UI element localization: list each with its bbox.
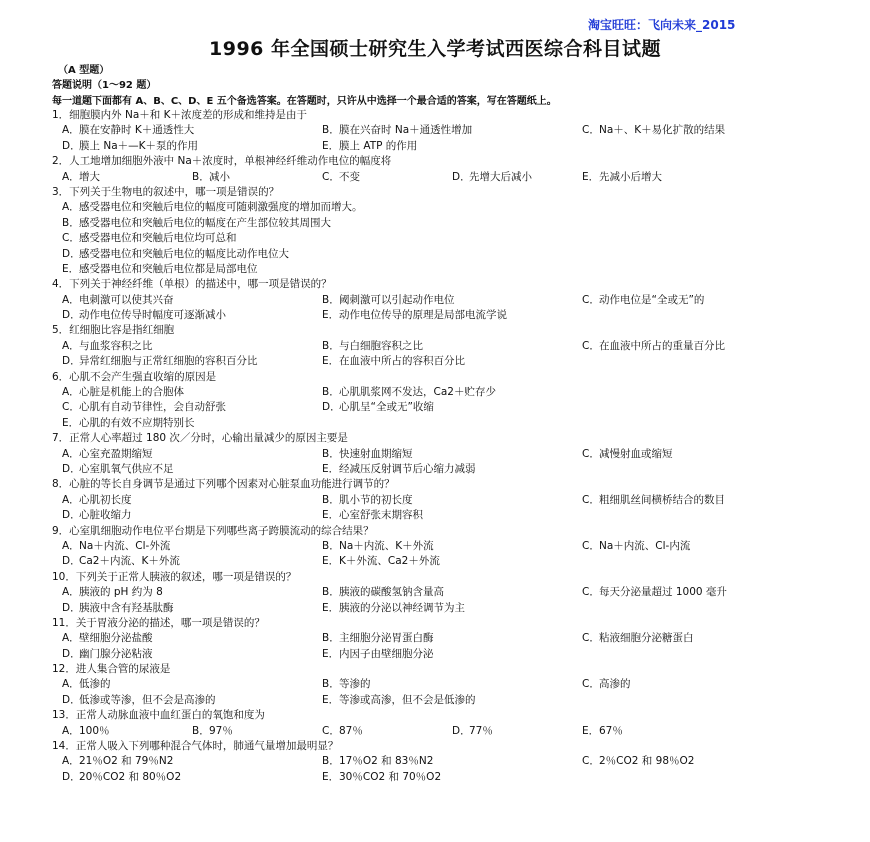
option-row <box>52 770 852 785</box>
answer-option <box>322 293 455 308</box>
option-letter: E． <box>322 462 340 475</box>
answer-option <box>62 462 174 477</box>
option-text: 77％ <box>469 724 493 737</box>
option-text: 电刺激可以使其兴奋 <box>79 293 174 306</box>
answer-option <box>322 631 434 646</box>
answer-option <box>322 339 423 354</box>
question-stem: 1．细胞膜内外 Na＋和 K＋浓度差的形成和维持是由于 <box>52 109 308 121</box>
option-text: 心脏收缩力 <box>79 509 132 522</box>
answer-option <box>582 293 704 308</box>
answer-option <box>322 585 444 600</box>
answer-option <box>62 400 226 415</box>
answer-option <box>322 693 476 708</box>
answer-option <box>322 754 433 769</box>
answer-option <box>62 293 174 308</box>
option-text: 膜上 ATP 的作用 <box>339 139 418 152</box>
answer-option <box>322 647 434 662</box>
option-letter: C． <box>582 124 600 137</box>
option-letter: A． <box>62 724 80 737</box>
option-text: 心室充盈期缩短 <box>79 447 153 460</box>
option-text: 心室舒张末期容积 <box>339 509 423 522</box>
option-row <box>52 416 852 431</box>
option-letter: E． <box>322 770 340 783</box>
option-text: 20％CO2 和 80％O2 <box>79 770 182 783</box>
option-letter: C． <box>322 170 340 183</box>
option-letter: A． <box>62 678 80 691</box>
answer-option <box>582 754 694 769</box>
option-text: 感受器电位和突触后电位的幅度可随刺激强度的增加而增大。 <box>79 201 363 214</box>
question-stem: 12．进人集合管的尿液是 <box>52 663 171 676</box>
option-text: 心肌有自动节律性，会自动舒张 <box>79 401 226 414</box>
option-text: 感受器电位和突触后电位均可总和 <box>79 232 237 245</box>
option-letter: D． <box>62 247 81 260</box>
option-letter: C． <box>582 755 600 768</box>
option-text: 心脏是机能上的合胞体 <box>79 386 184 399</box>
option-text: 心肌初长度 <box>79 493 132 506</box>
option-letter: B． <box>322 539 340 552</box>
option-text: 膜在兴奋时 Na＋通透性增加 <box>339 124 473 137</box>
option-text: 心肌的有效不应期特别长 <box>79 416 195 429</box>
option-text: 低渗或等渗，但不会是高渗的 <box>79 693 216 706</box>
option-letter: C． <box>62 232 80 245</box>
option-row <box>52 493 852 508</box>
answer-option <box>322 770 441 785</box>
option-text: 等渗的 <box>339 678 371 691</box>
option-text: 胰液中含有羟基肽酶 <box>79 601 174 614</box>
option-text: 高渗的 <box>599 678 631 691</box>
option-text: 粗细肌丝间横桥结合的数目 <box>599 493 725 506</box>
answer-option <box>582 339 725 354</box>
option-text: 减慢射血或缩短 <box>599 447 673 460</box>
option-text: 胰液的分泌以神经调节为主 <box>339 601 465 614</box>
option-letter: B． <box>192 724 210 737</box>
option-letter: C． <box>582 678 600 691</box>
answer-option <box>322 601 465 616</box>
question-stem: 8．心脏的等长自身调节是通过下列哪个因素对心脏泵血功能进行调节的？ <box>52 478 395 491</box>
option-letter: E． <box>322 355 340 368</box>
option-text: 67％ <box>599 724 623 737</box>
option-row <box>52 647 852 662</box>
answer-option <box>62 493 132 508</box>
option-text: 100％ <box>79 724 110 737</box>
option-letter: D． <box>62 462 81 475</box>
answer-option <box>62 139 198 154</box>
option-text: 30％CO2 和 70％O2 <box>339 770 442 783</box>
option-letter: E． <box>322 693 340 706</box>
option-letter: E． <box>62 262 80 275</box>
answer-option <box>452 724 493 739</box>
option-letter: B． <box>322 493 340 506</box>
option-letter: D． <box>62 647 81 660</box>
question-stem: 13．正常人动脉血液中血红蛋白的氧饱和度为 <box>52 709 265 722</box>
answer-option <box>582 170 662 185</box>
option-letter: B． <box>322 124 340 137</box>
option-letter: A． <box>62 586 80 599</box>
option-letter: B． <box>322 339 340 352</box>
option-row <box>52 139 852 154</box>
option-letter: C． <box>322 724 340 737</box>
option-text: 每天分泌量超过 1000 毫升 <box>599 586 727 599</box>
option-letter: E． <box>322 309 340 322</box>
question-stem: 11．关于胃液分泌的描述，哪一项是错误的？ <box>52 616 265 629</box>
option-letter: C． <box>582 339 600 352</box>
option-row <box>52 385 852 400</box>
option-text: 17％O2 和 83％N2 <box>339 755 434 768</box>
answer-option <box>62 754 173 769</box>
option-text: 经减压反射调节后心缩力减弱 <box>339 462 476 475</box>
option-row <box>52 200 852 215</box>
option-text: 快速射血期缩短 <box>339 447 413 460</box>
option-row <box>52 247 852 262</box>
answer-option <box>62 554 180 569</box>
option-text: 胰液的碳酸氢钠含量高 <box>339 586 444 599</box>
option-text: 壁细胞分泌盐酸 <box>79 632 153 645</box>
answer-option <box>322 447 413 462</box>
answer-option <box>62 231 237 246</box>
option-text: 等渗或高渗，但不会是低渗的 <box>339 693 476 706</box>
option-text: 动作电位传导时幅度可逐渐减小 <box>79 309 226 322</box>
answer-option <box>322 508 423 523</box>
option-letter: B． <box>62 216 80 229</box>
option-letter: D． <box>62 309 81 322</box>
option-letter: B． <box>192 170 210 183</box>
option-row <box>52 170 852 185</box>
option-letter: D． <box>452 724 471 737</box>
option-letter: B． <box>322 678 340 691</box>
option-letter: B． <box>322 632 340 645</box>
option-letter: A． <box>62 632 80 645</box>
option-text: Na＋、K＋易化扩散的结果 <box>599 124 726 137</box>
answer-option <box>62 770 181 785</box>
option-row <box>52 400 852 415</box>
answer-option <box>582 631 694 646</box>
question-stem: 7．正常人心率超过 180 次／分时，心输出量减少的原因主要是 <box>52 432 348 445</box>
option-row <box>52 216 852 231</box>
answer-option <box>582 123 725 138</box>
option-letter: E． <box>62 416 80 429</box>
option-text: 心室肌氧气供应不足 <box>79 462 174 475</box>
instructions-heading: 答题说明（1～92 题） <box>52 80 157 91</box>
answer-option <box>322 308 507 323</box>
answer-option <box>62 385 184 400</box>
answer-option <box>322 170 360 185</box>
answer-option <box>62 647 153 662</box>
option-letter: A． <box>62 386 80 399</box>
question-stem: 2．人工地增加细胞外液中 Na＋浓度时，单根神经纤维动作电位的幅度将 <box>52 155 392 168</box>
option-letter: A． <box>62 755 80 768</box>
option-text: 阈刺激可以引起动作电位 <box>339 293 455 306</box>
option-row <box>52 339 852 354</box>
option-text: 感受器电位和突触后电位的幅度在产生部位较其周围大 <box>79 216 331 229</box>
option-letter: C． <box>582 293 600 306</box>
option-letter: A． <box>62 201 80 214</box>
option-text: 心肌肌浆网不发达，Ca2＋贮存少 <box>339 386 496 399</box>
answer-option <box>582 447 673 462</box>
option-letter: C． <box>582 493 600 506</box>
question-stem: 5．红细胞比容是指红细胞 <box>52 324 175 337</box>
option-letter: B． <box>322 447 340 460</box>
option-text: 幽门腺分泌粘液 <box>79 647 153 660</box>
option-letter: C． <box>582 586 600 599</box>
answer-option <box>322 385 496 400</box>
answer-option <box>322 462 476 477</box>
answer-option <box>322 123 472 138</box>
option-text: 先增大后减小 <box>469 170 532 183</box>
section-subtitle: （A 型题） <box>58 65 110 76</box>
option-text: 膜上 Na＋—K＋泵的作用 <box>79 139 199 152</box>
option-text: 动作电位是“全或无”的 <box>599 293 705 306</box>
option-text: 先减小后增大 <box>599 170 662 183</box>
option-letter: C． <box>582 632 600 645</box>
question-stem: 6．心肌不会产生强直收缩的原因是 <box>52 370 217 383</box>
option-text: 减小 <box>209 170 230 183</box>
option-letter: D． <box>62 601 81 614</box>
option-text: 与血浆容积之比 <box>79 339 153 352</box>
answer-option <box>322 354 465 369</box>
option-letter: D． <box>62 509 81 522</box>
answer-option <box>62 354 258 369</box>
watermark-text: 淘宝旺旺：飞向未来_2015 <box>588 18 736 32</box>
option-letter: A． <box>62 339 80 352</box>
option-text: 心肌呈“全或无”收缩 <box>339 401 434 414</box>
answer-option <box>62 123 194 138</box>
question-stem: 4．下列关于神经纤维（单根）的描述中，哪一项是错误的？ <box>52 278 332 291</box>
option-row <box>52 539 852 554</box>
option-letter: E． <box>582 170 600 183</box>
option-letter: A． <box>62 170 80 183</box>
option-text: 与白细胞容积之比 <box>339 339 423 352</box>
answer-option <box>62 508 132 523</box>
option-text: 21％O2 和 79％N2 <box>79 755 174 768</box>
option-text: 在血液中所占的重量百分比 <box>599 339 725 352</box>
answer-option <box>322 400 434 415</box>
question-stem: 10．下列关于正常人胰液的叙述，哪一项是错误的？ <box>52 570 297 583</box>
answer-option <box>322 677 371 692</box>
answer-option <box>62 308 226 323</box>
option-letter: D． <box>322 401 341 414</box>
option-text: 增大 <box>79 170 100 183</box>
option-text: 低渗的 <box>79 678 111 691</box>
option-row <box>52 293 852 308</box>
option-row <box>52 631 852 646</box>
answer-option <box>62 216 331 231</box>
answer-option <box>192 724 233 739</box>
option-text: 主细胞分泌胃蛋白酶 <box>339 632 434 645</box>
option-row <box>52 462 852 477</box>
option-text: 内因子由壁细胞分泌 <box>339 647 434 660</box>
option-letter: C． <box>62 401 80 414</box>
option-letter: D． <box>62 693 81 706</box>
option-text: 动作电位传导的原理是局部电流学说 <box>339 309 507 322</box>
answer-option <box>62 200 363 215</box>
answer-option <box>62 416 195 431</box>
answer-option <box>192 170 230 185</box>
option-letter: A． <box>62 539 80 552</box>
option-text: 87％ <box>339 724 363 737</box>
option-text: Na＋内流、Cl-外流 <box>79 539 171 552</box>
option-letter: B． <box>322 386 340 399</box>
answer-option <box>582 493 725 508</box>
option-text: 不变 <box>339 170 360 183</box>
instructions-body: 每一道题下面都有 A、B、C、D、E 五个备选答案。在答题时，只许从中选择一个最合适的答案，写在答题纸上。 <box>52 96 557 107</box>
option-text: K＋外流、Ca2＋外流 <box>339 555 440 568</box>
answer-option <box>62 601 174 616</box>
answer-option <box>62 447 153 462</box>
option-letter: A． <box>62 293 80 306</box>
option-text: 异常红细胞与正常红细胞的容积百分比 <box>79 355 258 368</box>
option-text: 2％CO2 和 98％O2 <box>599 755 695 768</box>
option-letter: C． <box>582 539 600 552</box>
answer-option <box>62 631 153 646</box>
question-list <box>52 108 852 785</box>
option-text: 膜在安静时 K＋通透性大 <box>79 124 195 137</box>
option-text: Na＋内流、K＋外流 <box>339 539 434 552</box>
answer-option <box>582 539 690 554</box>
option-text: 粘液细胞分泌糖蛋白 <box>599 632 694 645</box>
option-row <box>52 262 852 277</box>
answer-option <box>322 554 440 569</box>
answer-option <box>582 677 631 692</box>
answer-option <box>322 724 363 739</box>
answer-option <box>62 170 100 185</box>
option-row <box>52 308 852 323</box>
question-stem: 14．正常人吸入下列哪种混合气体时，肺通气量增加最明显？ <box>52 740 339 753</box>
answer-option <box>582 724 623 739</box>
option-text: Na＋内流、Cl-内流 <box>599 539 691 552</box>
option-letter: C． <box>582 447 600 460</box>
option-text: 感受器电位和突触后电位的幅度比动作电位大 <box>79 247 289 260</box>
answer-option <box>62 585 163 600</box>
option-letter: D． <box>62 555 81 568</box>
answer-option <box>62 693 216 708</box>
option-text: 感受器电位和突触后电位都是局部电位 <box>79 262 258 275</box>
option-letter: E． <box>322 139 340 152</box>
option-row <box>52 724 852 739</box>
option-letter: E． <box>322 509 340 522</box>
option-row <box>52 508 852 523</box>
option-row <box>52 585 852 600</box>
answer-option <box>322 539 434 554</box>
option-letter: A． <box>62 124 80 137</box>
option-letter: D． <box>62 770 81 783</box>
option-row <box>52 231 852 246</box>
exam-title: 1996 年全国硕士研究生入学考试西医综合科目试题 <box>209 38 661 60</box>
option-row <box>52 754 852 769</box>
option-letter: E． <box>322 647 340 660</box>
option-row <box>52 447 852 462</box>
option-row <box>52 693 852 708</box>
option-row <box>52 677 852 692</box>
question-stem: 9．心室肌细胞动作电位平台期是下列哪些离子跨膜流动的综合结果？ <box>52 524 374 537</box>
answer-option <box>582 585 727 600</box>
option-letter: B． <box>322 293 340 306</box>
answer-option <box>62 339 153 354</box>
option-letter: D． <box>452 170 471 183</box>
answer-option <box>322 493 413 508</box>
option-letter: E． <box>322 601 340 614</box>
option-letter: D． <box>62 139 81 152</box>
option-letter: D． <box>62 355 81 368</box>
option-letter: A． <box>62 493 80 506</box>
option-row <box>52 123 852 138</box>
option-text: 97％ <box>209 724 233 737</box>
option-row <box>52 354 852 369</box>
answer-option <box>452 170 532 185</box>
answer-option <box>62 539 170 554</box>
option-row <box>52 554 852 569</box>
option-letter: B． <box>322 586 340 599</box>
answer-option <box>62 724 110 739</box>
option-letter: E． <box>582 724 600 737</box>
option-text: 在血液中所占的容积百分比 <box>339 355 465 368</box>
option-letter: A． <box>62 447 80 460</box>
option-letter: B． <box>322 755 340 768</box>
answer-option <box>62 262 258 277</box>
option-letter: E． <box>322 555 340 568</box>
answer-option <box>62 677 111 692</box>
option-text: 肌小节的初长度 <box>339 493 413 506</box>
answer-option <box>62 247 289 262</box>
option-row <box>52 601 852 616</box>
answer-option <box>322 139 417 154</box>
question-stem: 3．下列关于生物电的叙述中，哪一项是错误的？ <box>52 185 280 198</box>
option-text: Ca2＋内流、K＋外流 <box>79 555 180 568</box>
option-text: 胰液的 pH 约为 8 <box>79 586 163 599</box>
